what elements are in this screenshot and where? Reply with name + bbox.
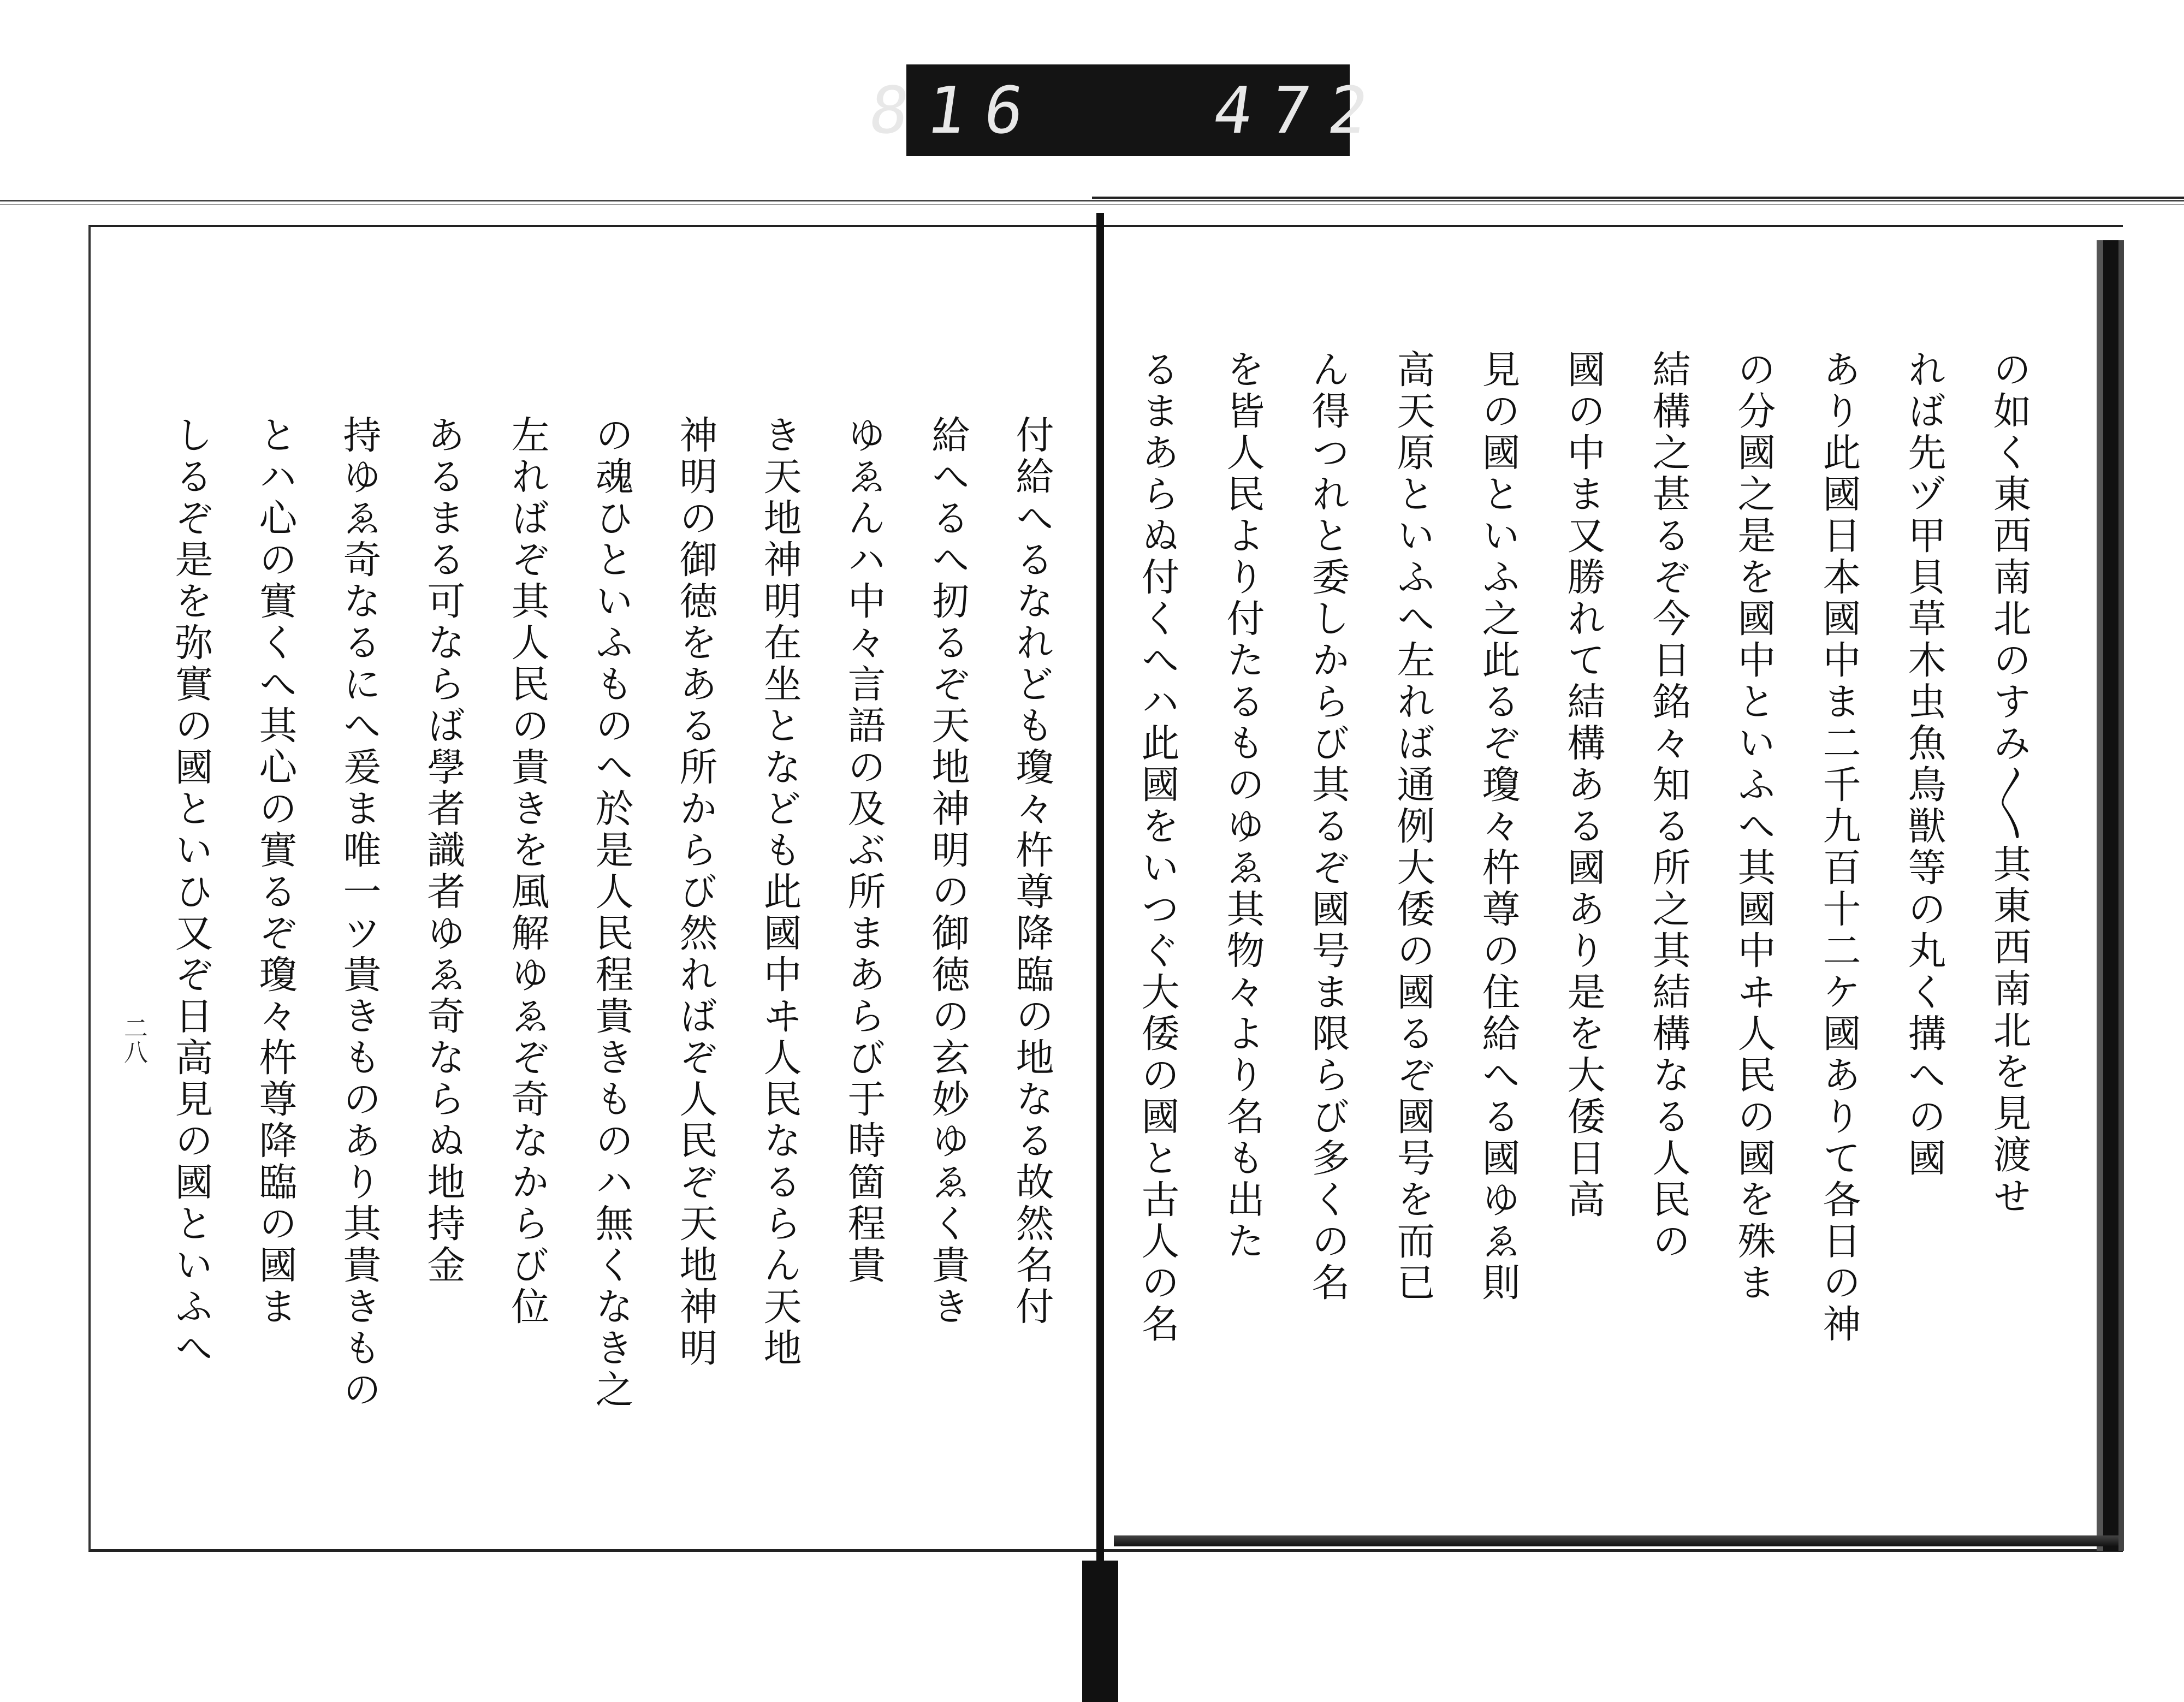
text-column: しるぞ是を弥實の國といひ又ぞ日高見の國といふへ <box>169 415 213 1369</box>
text-column: の如く東西南北のすみ〳〵其東西南北を見渡せ <box>1987 349 2032 1218</box>
top-rule-dark <box>1092 197 2184 199</box>
text-column: とハ心の實くへ其心の實るぞ瓊々杵尊降臨の國ま <box>253 415 298 1328</box>
top-rule <box>0 200 2184 207</box>
text-column: るまあらぬ付くへハ此國をいつぐ大倭の國と古人の名 <box>1135 349 1180 1345</box>
text-column: の分國之是を國中といふへ其國中ヰ人民の國を殊ま <box>1731 349 1776 1304</box>
text-column: あるまる可ならば學者識者ゆゑ奇ならぬ地持金 <box>421 415 466 1286</box>
text-column: の魂ひといふものへ於是人民程貴きものハ無くなき之 <box>589 415 634 1411</box>
text-column: 付給へるなれども瓊々杵尊降臨の地なる故然名付 <box>1010 415 1054 1328</box>
text-column: 左ればぞ其人民の貴きを風解ゆゑぞ奇なからび位 <box>505 415 550 1328</box>
book-gutter <box>1096 213 1104 1578</box>
text-column: ん得つれと委しからび其るぞ國号ま限らび多くの名 <box>1305 349 1350 1304</box>
book-right-edge <box>2097 240 2124 1551</box>
text-column: 國の中ま又勝れて結構ある國あり是を大倭日高 <box>1561 349 1606 1221</box>
text-column: 見の國といふ之此るぞ瓊々杵尊の住給へる國ゆゑ則 <box>1476 349 1521 1304</box>
right-page <box>1135 349 2048 1540</box>
archive-label <box>864 64 1392 156</box>
text-column: あり此國日本國中ま二千九百十二ケ國ありて各日の神 <box>1817 349 1861 1345</box>
text-column: ゆゑんハ中々言語の及ぶ所まあらび于時箇程貴 <box>841 415 886 1286</box>
text-column: き天地神明在坐となども此國中ヰ人民なるらん天地 <box>757 415 802 1369</box>
text-column: 結構之甚るぞ今日銘々知る所之其結構なる人民の <box>1646 349 1691 1262</box>
gutter-binding-block <box>1082 1561 1118 1702</box>
page-number: 二八 <box>120 1016 147 1064</box>
text-column: 給へるへ扨るぞ天地神明の御徳の玄妙ゆゑく貴き <box>925 415 970 1328</box>
archive-label-text: 816 472 <box>864 73 1392 148</box>
text-column: 持ゆゑ奇なるにへ爰ま唯一ツ貴きものあり其貴きもの <box>337 415 382 1411</box>
text-column: 高天原といふへ左れば通例大倭の國るぞ國号を而已 <box>1391 349 1435 1304</box>
text-column: 神明の御徳をある所からび然ればぞ人民ぞ天地神明 <box>673 415 718 1369</box>
text-column: を皆人民より付たるものゆゑ其物々より名も出た <box>1220 349 1265 1262</box>
left-page <box>147 415 1070 1540</box>
text-column: れば先ヅ甲貝草木虫魚鳥獣等の丸く搆への國 <box>1902 349 1946 1179</box>
